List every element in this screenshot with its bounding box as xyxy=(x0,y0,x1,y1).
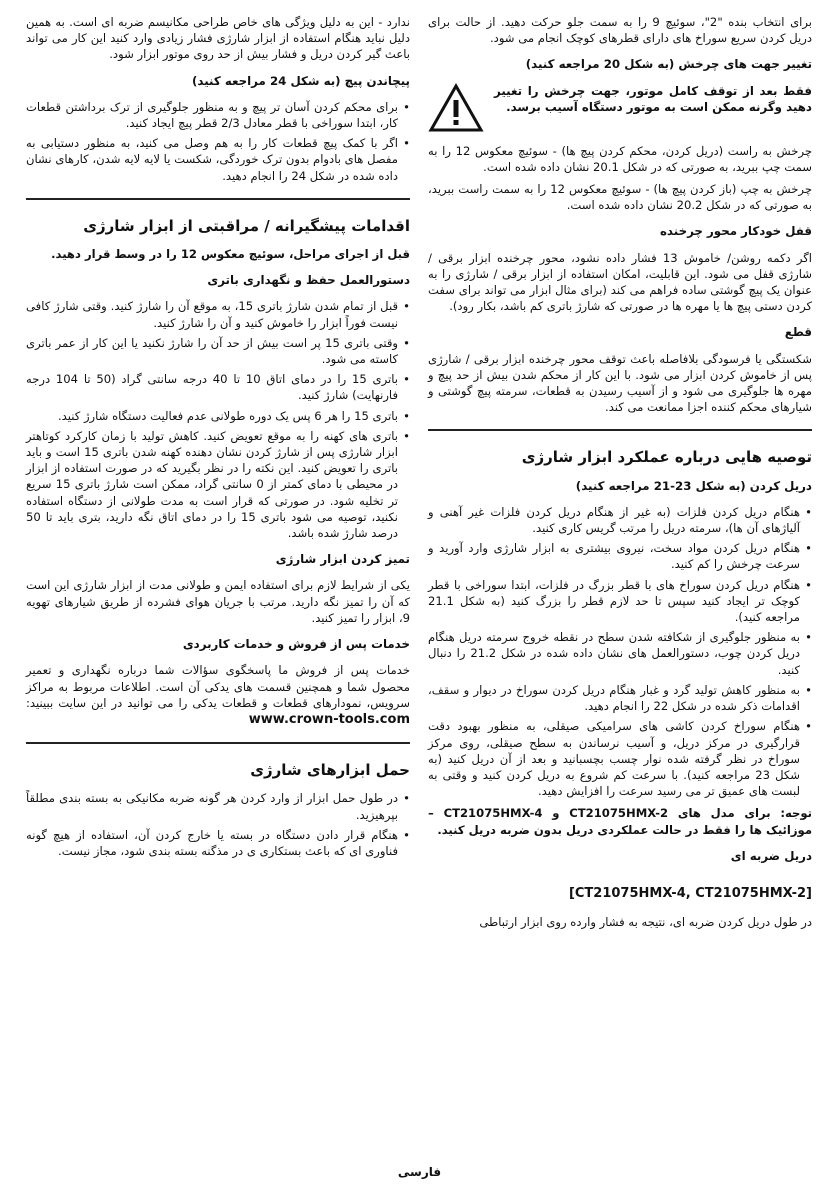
transport-heading: حمل ابزارهای شارژی xyxy=(250,761,410,780)
list-item: • هنگام دریل کردن فلزات (به غیر از هنگام دریل کردن فلزات غیر آهنی و آلیاژهای آن ها)، سرمته دریل را مرتب گریس کاری کنید. xyxy=(428,504,812,536)
spindle-lock-heading: قفل خودکار محور چرخنده xyxy=(659,224,812,239)
right-column xyxy=(428,14,812,936)
list-item: • باتری 15 را هر 6 پس یک دوره طولانی عدم فعالیت دستگاه شارژ کنید. xyxy=(26,408,410,424)
impact-heading: دریل ضربه ای xyxy=(730,848,812,863)
drilling-list xyxy=(428,504,812,799)
warning-text: فقط بعد از توقف کامل موتور، جهت چرخش را تغییر دهید وگرنه ممکن است به موتور دستگاه آسیب برسد. xyxy=(494,83,812,115)
impact-paragraph: در طول دریل کردن ضربه ای، نتیجه به فشار وارده روی ابزار ارتباطی xyxy=(479,915,812,930)
list-item: • قبل از تمام شدن شارژ باتری 15، به موقع آن را شارژ کنید. وقتی شارژ کافی نیست فوراً ابزار را خاموش کنید و آن را شارژ کنید. xyxy=(26,298,410,330)
list-item: • هنگام دریل کردن سوراخ های با قطر بزرگ در فلزات، ابتدا سوراخی با قطر کوچک تر ایجاد کنید سپس تا حد لازم قطر را بزرگ کنید (به شکل 21.1 مراجعه کنید). xyxy=(428,577,812,626)
list-item: • هنگام قرار دادن دستگاه در بسته یا خارج کردن آن، استفاده از هیچ گونه فناوری ای که باعث بستکاری ی در مذگنه بسته بندی شود، مجاز نیست. xyxy=(26,827,410,859)
left-column xyxy=(26,14,410,865)
model-numbers: [CT21075HMX-4, CT21075HMX-2] xyxy=(568,885,812,901)
service-url-link[interactable]: www.crown-tools.com xyxy=(248,711,410,727)
warning-block xyxy=(428,83,812,133)
section-divider xyxy=(428,429,812,431)
brake-heading: قطع xyxy=(784,325,812,340)
brake-paragraph: شکستگی یا فرسودگی بلافاصله باعث توقف محور چرخنده ابزار برقی / شارژی پس از خاموش کردن ابزار می شود. با این کار از محکم شدن بیش از حد پیچ و مهره ها جلوگیری می شود و از آسیب رسیدن به قطعات، سرمته پیچ گوشتی و شیارهای محکم کننده اجزا ممانعت می کند. xyxy=(428,351,812,415)
drilling-heading: دریل کردن (به شکل 23-21 مراجعه کنید) xyxy=(575,478,812,493)
care-intro: قبل از اجرای مراحل، سوئیچ معکوس 12 را در وسط قرار دهید. xyxy=(51,247,410,262)
warning-triangle-icon xyxy=(428,83,484,133)
care-heading: اقدامات پیشگیرانه / مراقبتی از ابزار شارژی xyxy=(83,216,410,235)
list-item: • در طول حمل ابزار از وارد کردن هر گونه ضربه مکانیکی به بسته بندی مطلقاً بپرهیزید. xyxy=(26,790,410,822)
rotate-right-paragraph: چرخش به راست (دریل کردن، محکم کردن پیچ ها) - سوئیچ معکوس 12 را به سمت چپ ببرید، به صورتی که در شکل 20.1 نشان داده شده است. xyxy=(428,143,813,174)
list-item: • اگر با کمک پیچ قطعات کار را به هم وصل می کنید، به منظور دستیابی به مفصل های بادوام بدون ترک خوردگی، شکست یا لایه لایه شدن، کارهای نشان داده شده در شکل 24 را انجام دهید. xyxy=(26,135,410,184)
drilling-note: توجه: برای مدل های CT21075HMX-2 و CT21075HMX-4 – موزائیک ها را فقط در حالت عملکردی دریل بدون ضربه دریل کنید. xyxy=(428,806,812,837)
tips-heading: توصیه هایی درباره عملکرد ابزار شارژی xyxy=(521,448,812,467)
screw-heading: پیچاندن پیچ (به شکل 24 مراجعه کنید) xyxy=(192,73,410,88)
spindle-lock-paragraph: اگر دکمه روشن/ خاموش 13 فشار داده نشود، محور چرخنده ابزار برقی / شارژی قفل می شود. این قابلیت، امکان استفاده از ابزار برقی / شارژی را به عنوان یک پیچ گوشتی ساده فراهم می کند (برای مثال ابزار می تواند برای سفت کردن دستی پیچ ها یا مهره ها در صورتی که شارژ باتری کم باشد، بکار رود). xyxy=(428,250,812,314)
list-item: • وقتی باتری 15 پر است بیش از حد آن را شارژ نکنید یا این کار از عمر باتری کاسته می شود. xyxy=(26,335,410,367)
intro-paragraph: برای انتخاب بنده "2"، سوئیچ 9 را به سمت جلو حرکت دهید. از حالت برای دریل کردن سریع سوراخ های دارای قطرهای کوچک انجام می شود. xyxy=(428,15,812,46)
list-item: • هنگام سوراخ کردن کاشی های سرامیکی صیقلی، به منظور بهبود دقت قرارگیری در مرکز دریل، و آسیب نرساندن به سطح صیقلی، روی مرکز سوراخ در نظر گرفته شده نوار چسب بچسبانید و بعد از آن دریل کنید (به شکل 23 مراجعه کنید). با سرعت کم شروع به دریل کردن کنید و وقتی به لبست های عمیق تر می رسید سرعت را افزایش دهید. xyxy=(428,718,812,799)
clean-heading: تمیز کردن ابزار شارژی xyxy=(275,552,410,567)
list-item: • باتری های کهنه را به موقع تعویض کنید. کاهش تولید با زمان کارکرد کوتاهتر ابزار شارژی پس از شارژ کردن نشان دهنده کهنه شدن باتری 15 است و باید باتری را تعویض کنید. این نکته را در نظر بگیرید که در صورت استفاده از ابزار در محیطی با دمای کمتر از 0 سانتی گراد، ممکن است شارژ باتری 15 سریع تر تخلیه شود. در صورتی که قرار است به مدت طولانی از دستگاه استفاده نکنید، توصیه می شود باتری 15 را در دمای اتاق نگه دارید، بتری باید تا 50 درصد شارژ شده باشد. xyxy=(26,428,410,541)
battery-heading: دستورالعمل حفظ و نگهداری باتری xyxy=(207,273,410,288)
clean-paragraph: یکی از شرایط لازم برای استفاده ایمن و طولانی مدت از ابزار شارژی این است که آن را تمیز نگه دارید. مرتب با جریان هوای فشرده از طریق شیارهای تهویه 9، ابزار را تمیز کنید. xyxy=(26,578,410,625)
rotation-heading: تغییر جهت های چرخش (به شکل 20 مراجعه کنید) xyxy=(525,57,812,72)
section-divider xyxy=(26,742,410,744)
continuation-paragraph: ندارد - این به دلیل ویژگی های خاص طراحی مکانیسم ضربه ای است. به همین دلیل نباید هنگام استفاده از ابزار شارژی فشار زیادی وارد کنید این کار می تواند باعث گیر کردن دریل و فشار بیش از حد روی موتور ابزار شود. xyxy=(26,15,410,62)
battery-list xyxy=(26,298,410,541)
transport-list xyxy=(26,790,410,859)
section-divider xyxy=(26,198,410,200)
screw-list xyxy=(26,99,410,184)
list-item: • هنگام دریل کردن مواد سخت، نیروی بیشتری به ابزار شارژی وارد آورید و سرعت چرخش را کم کنید. xyxy=(428,540,812,572)
list-item: • به منظور جلوگیری از شکافته شدن سطح در نقطه خروج سرمته دریل هنگام دریل کردن چوب، دستورالعمل های نشان داده شده در شکل 21.2 را دنبال کنید. xyxy=(428,629,812,678)
service-paragraph xyxy=(26,662,410,728)
page-footer-language: فارسی xyxy=(397,1165,442,1179)
list-item: • به منظور کاهش تولید گرد و غبار هنگام دریل کردن سوراخ در دیوار و سقف، اقدامات ذکر شده در شکل 22 را انجام دهید. xyxy=(428,682,812,714)
service-heading: خدمات پس از فروش و خدمات کاربردی xyxy=(182,637,410,652)
list-item: • باتری 15 را در دمای اتاق 10 تا 40 درجه سانتی گراد (50 تا 104 درجه فارنهایت) شارژ کنید. xyxy=(26,371,410,403)
list-item: • برای محکم کردن آسان تر پیچ و به منظور جلوگیری از ترک برداشتن قطعات کار، ابتدا سوراخی با قطر معادل 2/3 قطر پیچ ایجاد کنید. xyxy=(26,99,410,131)
rotate-left-paragraph: چرخش به چپ (باز کردن پیچ ها) - سوئیچ معکوس 12 را به سمت راست ببرید، به صورتی که در شکل 20.2 نشان داده شده است. xyxy=(428,182,812,213)
service-text: خدمات پس از فروش ما پاسخگوی سؤالات شما درباره نگهداری و تعمیر محصول شما و همچنین قسمت های یدکی آن است. اطلاعات مربوط به مراکز سرویس، نمودارهای قطعات و قطعات یدکی را می توانید در این سایت ببینید: xyxy=(26,663,410,710)
